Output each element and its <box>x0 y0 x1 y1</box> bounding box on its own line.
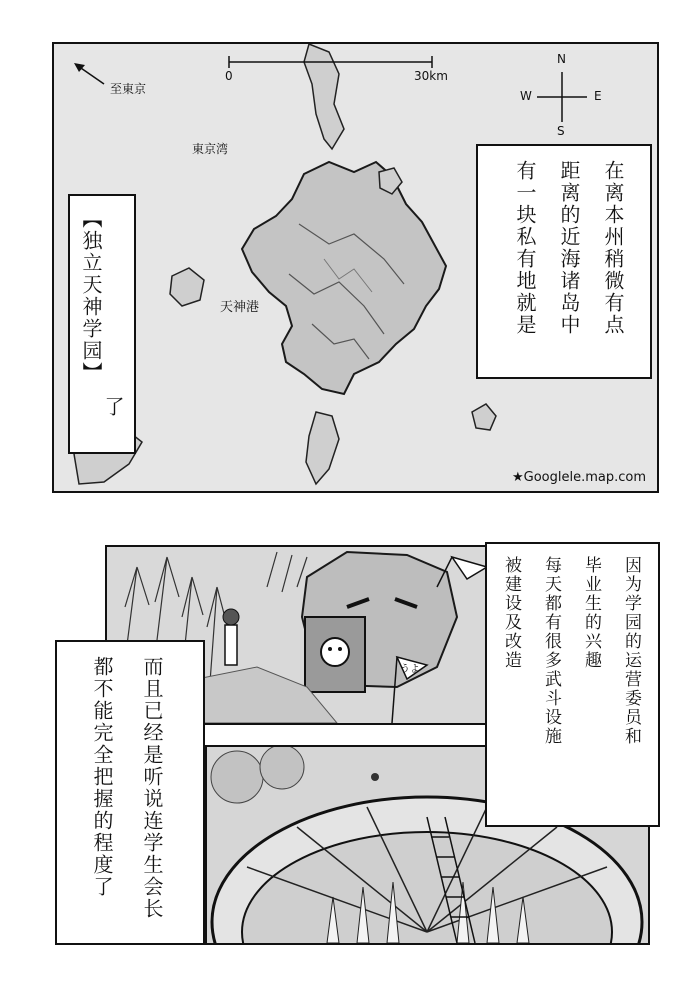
caption-right-line-3: 有一块私有地就是 <box>513 160 537 336</box>
port-label: 天神港 <box>220 300 260 315</box>
caption-left-line-2: 了 <box>101 396 125 418</box>
compass-n: N <box>557 52 566 66</box>
caption-scene-top-line-2: 毕业生的兴趣 <box>581 556 601 670</box>
caption-scene-bottom-line-2: 都不能完全把握的程度了 <box>90 656 114 898</box>
caption-scene-top-line-4: 被建设及改造 <box>501 556 521 670</box>
scale-start: 0 <box>225 69 233 83</box>
compass-w: W <box>520 89 532 103</box>
flag-text: うよ <box>400 664 420 675</box>
compass-s: S <box>557 124 565 138</box>
caption-box-scene-top <box>485 542 660 827</box>
caption-right-line-2: 距离的近海诸岛中 <box>557 160 581 336</box>
caption-right-line-1: 在离本州稍微有点 <box>601 160 625 336</box>
caption-left-line-1: 【独立天神学园】 <box>79 208 103 384</box>
caption-scene-bottom-line-1: 而且已经是听说连学生会长 <box>140 656 164 920</box>
map-credit: ★Googlele.map.com <box>512 470 647 485</box>
map-panel <box>52 42 659 493</box>
direction-label: 至東京 <box>110 82 147 96</box>
caption-box-scene-bottom <box>55 640 205 945</box>
caption-scene-top-line-3: 每天都有很多武斗设施 <box>541 556 561 746</box>
scale-end: 30km <box>414 69 448 83</box>
bay-label: 東京湾 <box>192 142 229 156</box>
compass-e: E <box>594 89 602 103</box>
caption-box-left <box>68 194 136 454</box>
caption-scene-top-line-1: 因为学园的运营委员和 <box>621 556 641 746</box>
caption-box-right <box>476 144 652 379</box>
